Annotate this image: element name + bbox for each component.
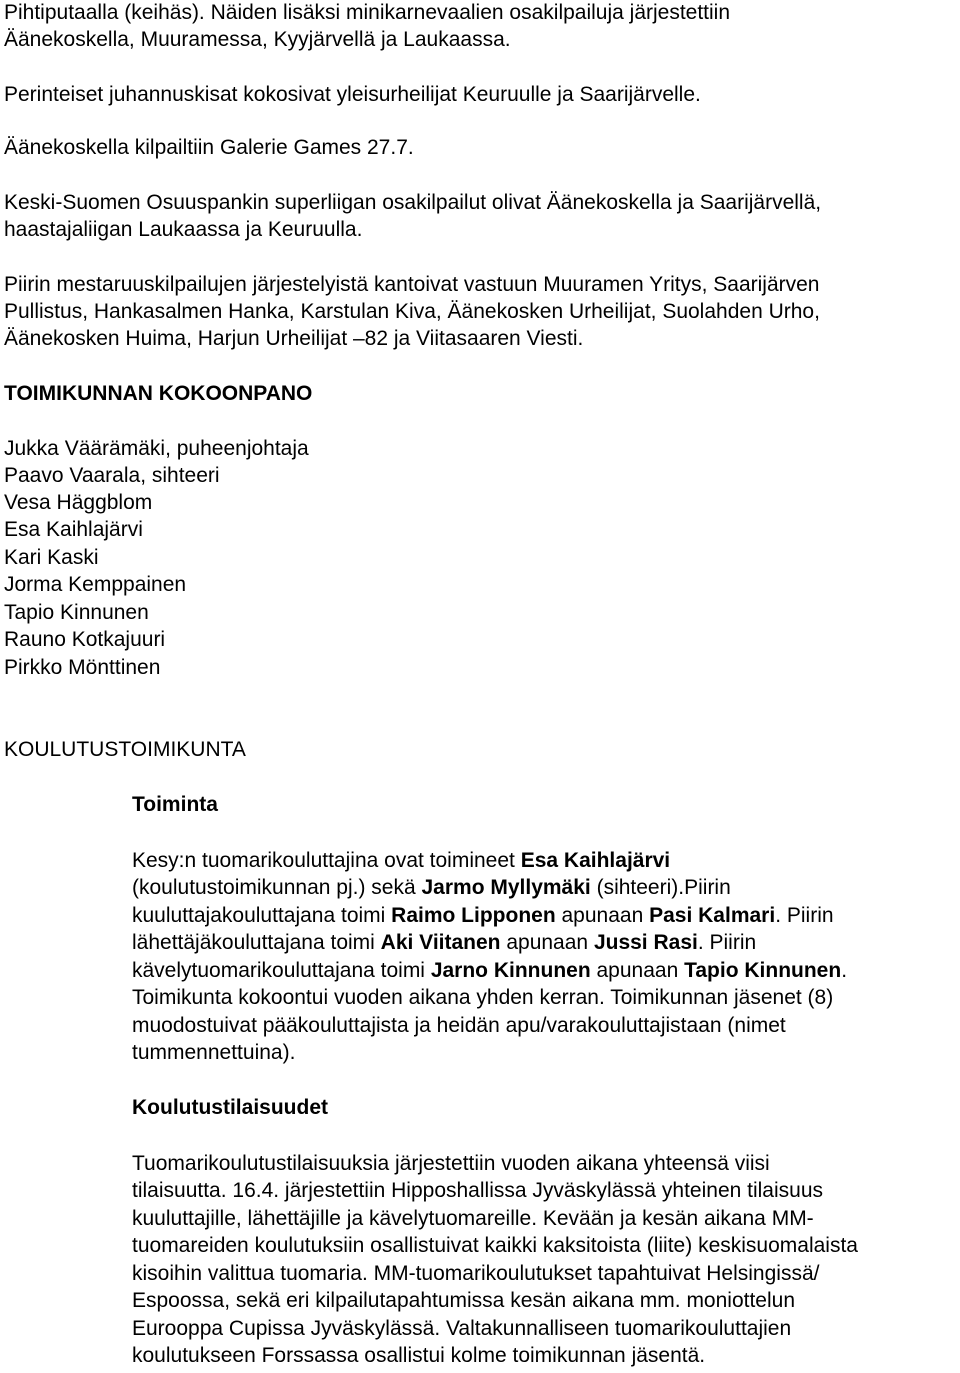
subheading-koulutustilaisuudet: Koulutustilaisuudet [132,1096,328,1119]
toiminta-line: Toimikunta kokoontui vuoden aikana yhden kerran. Toimikunnan jäsenet (8) [132,986,834,1009]
person-name: Jarno Kinnunen [430,959,591,982]
person-name: Tapio Kinnunen [684,959,842,982]
paragraph-galerie-games: Äänekoskella kilpailtiin Galerie Games 27.7. [4,136,414,159]
member-item: Rauno Kotkajuuri [4,628,166,651]
text-run: Kesy:n tuomarikouluttajina ovat toimineet [132,849,521,872]
person-name: Jussi Rasi [593,931,698,954]
text-run: apunaan [500,931,594,954]
paragraph-superliiga-line-1: Keski-Suomen Osuuspankin superliigan osakilpailut olivat Äänekoskella ja Saarijärvellä, [4,191,822,214]
toiminta-line: muodostuivat pääkouluttajista ja heidän apu/varakouluttajistaan (nimet [132,1014,786,1037]
text-run: . [841,959,848,982]
paragraph-juhannus: Perinteiset juhannuskisat kokosivat yleisurheilijat Keuruulle ja Saarijärvelle. [4,83,701,106]
person-name: Aki Viitanen [380,931,501,954]
person-name: Raimo Lipponen [391,904,556,927]
tilaisuudet-line: koulutukseen Forssassa osallistui kolme toimikunnan jäsentä. [132,1344,706,1367]
subheading-toiminta: Toiminta [132,793,218,816]
person-name: Pasi Kalmari [649,904,776,927]
person-name: Jarmo Myllymäki [421,876,591,899]
tilaisuudet-line: Eurooppa Cupissa Jyväskylässä. Valtakunnalliseen tuomarikouluttajien [132,1317,792,1340]
member-item: Esa Kaihlajärvi [4,518,143,541]
text-run: (koulutustoimikunnan pj.) sekä [132,876,422,899]
paragraph-mestaruus-line-3: Äänekosken Huima, Harjun Urheilijat –82 ja Viitasaaren Viesti. [4,327,584,350]
section-heading-toimikunta: TOIMIKUNNAN KOKOONPANO [4,382,313,405]
person-name: Esa Kaihlajärvi [520,849,671,872]
toiminta-line [132,957,847,984]
paragraph-superliiga-line-2: haastajaliigan Laukaassa ja Keuruulla. [4,218,363,241]
tilaisuudet-line: tilaisuutta. 16.4. järjestettiin Hipposhallissa Jyväskylässä yhteinen tilaisuus [132,1179,824,1202]
toiminta-line [132,874,731,901]
toiminta-line [132,902,834,929]
tilaisuudet-line: Espoossa, sekä eri kilpailutapahtumissa kesän aikana mm. moniottelun [132,1289,796,1312]
text-run: apunaan [555,904,650,927]
paragraph-mestaruus-line-1: Piirin mestaruuskilpailujen järjestelyistä kantoivat vastuun Muuramen Yritys, Saarijärven [4,273,820,296]
intro-line-2: Äänekoskella, Muuramessa, Kyyjärvellä ja Laukaassa. [4,28,511,51]
text-run: . Piirin [697,931,757,954]
text-run: lähettäjäkouluttajana toimi [132,931,381,954]
text-run: kuuluttajakouluttajana toimi [132,904,392,927]
paragraph-mestaruus-line-2: Pullistus, Hankasalmen Hanka, Karstulan Kiva, Äänekosken Urheilijat, Suolahden Urho, [4,300,820,323]
member-item: Paavo Vaarala, sihteeri [4,464,220,487]
toiminta-line [132,847,670,874]
tilaisuudet-line: kuuluttajille, lähettäjille ja kävelytuomareille. Kevään ja kesän aikana MM- [132,1207,814,1230]
toiminta-line [132,929,756,956]
member-item: Vesa Häggblom [4,491,153,514]
section-heading-koulutustoimikunta: KOULUTUSTOIMIKUNTA [4,738,246,761]
tilaisuudet-line: Tuomarikoulutustilaisuuksia järjestettiin vuoden aikana yhteensä viisi [132,1152,770,1175]
text-run: apunaan [590,959,685,982]
member-item: Tapio Kinnunen [4,601,149,624]
text-run: kävelytuomarikouluttajana toimi [132,959,431,982]
text-run: (sihteeri).Piirin [590,876,731,899]
tilaisuudet-line: tuomareiden koulutuksiin osallistuivat kaikki kaksitoista (liite) keskisuomalaista [132,1234,858,1257]
member-item: Pirkko Mönttinen [4,656,161,679]
member-item: Jukka Väärämäki, puheenjohtaja [4,437,309,460]
member-item: Jorma Kemppainen [4,573,187,596]
tilaisuudet-line: kisoihin valittua tuomaria. MM-tuomarikoulutukset tapahtuivat Helsingissä/ [132,1262,820,1285]
intro-line-1: Pihtiputaalla (keihäs). Näiden lisäksi minikarnevaalien osakilpailuja järjestettiin [4,1,731,24]
member-item: Kari Kaski [4,546,99,569]
text-run: . Piirin [775,904,834,927]
toiminta-line: tummennettuina). [132,1041,296,1064]
